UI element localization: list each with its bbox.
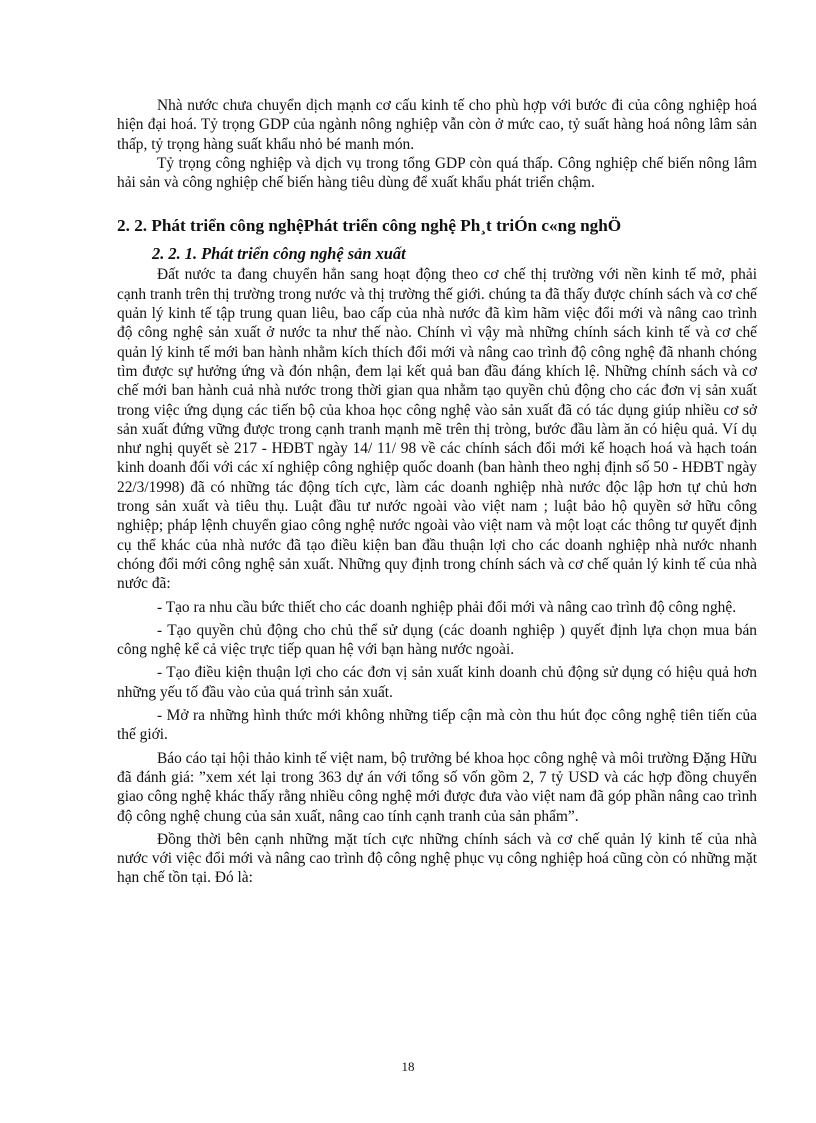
paragraph-body-1: Đất nước ta đang chuyển hẳn sang hoạt động theo cơ chế thị trường với nền kinh tế mở, phải cạnh tranh trên thị trường trong nước và thị trường thế giới. chúng ta đã thấy được chính sách và cơ chế quản lý kinh tế tập trung quan liêu, bao cấp của nhà nước đã kìm hãm việc đổi mới và nâng cao trình độ công nghệ sản xuất ở nước ta như thế nào. Chính vì vậy mà những chính sách kinh tế và cơ chế quản lý kinh tế mới ban hành nhằm kích thích đổi mới và nâng cao trình độ công nghệ đã nhanh chóng tìm được sự hưởng ứng và đón nhận, đem lại kết quả ban đầu đáng khích lệ. Những chính sách và cơ chế mới ban hành cuả nhà nước trong thời gian qua nhằm tạo quyền chủ động cho các đơn vị sản xuất trong việc ứng dụng các tiến bộ của khoa học công nghệ vào sản xuất đã có tác dụng giúp nhiều cơ sở sản xuất đứng vững được trong cạnh tranh mạnh mẽ trên thị tròng, bước đầu làm ăn có hiệu quả. Ví dụ như nghị quyết sè 217 - HĐBT ngày 14/ 11/ 98 về các chính sách đổi mới kế hoạch hoá và hạch toán kinh doanh đối với các xí nghiệp công nghiệp quốc doanh (ban hành theo nghị định số 50 - HĐBT ngày 22/3/1998) đã có những tác động tích cực, làm các doanh nghiệp nhà nước độc lập hơn tự chủ hơn trong sản xuất và tiêu thụ. Luật đầu tư nước ngoài vào việt nam ; luật bảo hộ quyền sở hữu công nghiệp; pháp lệnh chuyển giao công nghệ nước ngoài vào việt nam và một loạt các thông tư quyết định cụ thể khác của nhà nước đã tạo điều kiện ban đầu thuận lợi cho các doanh nghiệp nhà nước nhanh chóng đổi mới công nghệ sản xuất. Những quy định trong chính sách và cơ chế quản lý kinh tế của nhà nước đã: <box>117 266 757 593</box>
bullet-item-4: - Mở ra những hình thức mới không những tiếp cận mà còn thu hút đọc công nghệ tiên tiến của thế giới. <box>117 707 757 744</box>
paragraph-intro-1: Nhà nước chưa chuyển dịch mạnh cơ cấu kinh tế cho phù hợp với bước đi của công nghiệp hoá hiện đại hoá. Tỷ trọng GDP của ngành nông nghiệp vẫn còn ở mức cao, tỷ suất hàng hoá nông lâm sản thấp, tỷ trọng hàng suất khẩu nhỏ bé manh món. <box>117 97 757 153</box>
paragraph-closing-2: Đồng thời bên cạnh những mặt tích cực những chính sách và cơ chế quản lý kinh tế của nhà nước với việc đổi mới và nâng cao trình độ công nghệ phục vụ công nghiệp hoá cũng còn có những mặt hạn chế tồn tại. Đó là: <box>117 830 757 887</box>
bullet-item-2: - Tạo quyền chủ động cho chủ thể sử dụng (các doanh nghiệp ) quyết định lựa chọn mua bán công nghệ kể cả việc trực tiếp quan hệ với bạn hàng nước ngoài. <box>117 621 757 659</box>
page-number: 18 <box>401 1059 415 1074</box>
paragraph-closing-1: Báo cáo tại hội thảo kinh tế việt nam, bộ trưởng bé khoa học công nghệ và môi trường Đặng Hữu đã đánh giá: ”xem xét lại trong 363 dự án với tổng số vốn gồm 2, 7 tỷ USD và các hợp đồng chuyển giao công nghệ khác thấy rằng nhiều công nghệ mới được đưa vào việt nam đã góp phần nâng cao trình độ công nghệ chung của sản xuất, nâng cao tính cạnh tranh của sản phẩm”. <box>117 749 757 825</box>
paragraph-intro-2: Tỷ trọng công nghiệp và dịch vụ trong tổng GDP còn quá thấp. Công nghiệp chế biến nông lâm hải sản và công nghiệp chế biến hàng tiêu dùng để xuất khẩu phát triển chậm. <box>117 154 757 192</box>
section-heading: 2. 2. Phát triển công nghệPhát triển công nghệ Ph¸t triÓn c«ng nghÖ <box>117 216 622 236</box>
page-content <box>117 96 757 888</box>
subsection-heading: 2. 2. 1. Phát triển công nghệ sản xuất <box>152 244 406 264</box>
bullet-item-3: - Tạo điều kiện thuận lợi cho các đơn vị sản xuất kinh doanh chủ động sử dụng có hiệu quả hơn những yếu tố đầu vào của quá trình sản xuất. <box>117 664 757 701</box>
bullet-item-1: - Tạo ra nhu cầu bức thiết cho các doanh nghiệp phải đổi mới và nâng cao trình độ công nghệ. <box>157 598 737 616</box>
